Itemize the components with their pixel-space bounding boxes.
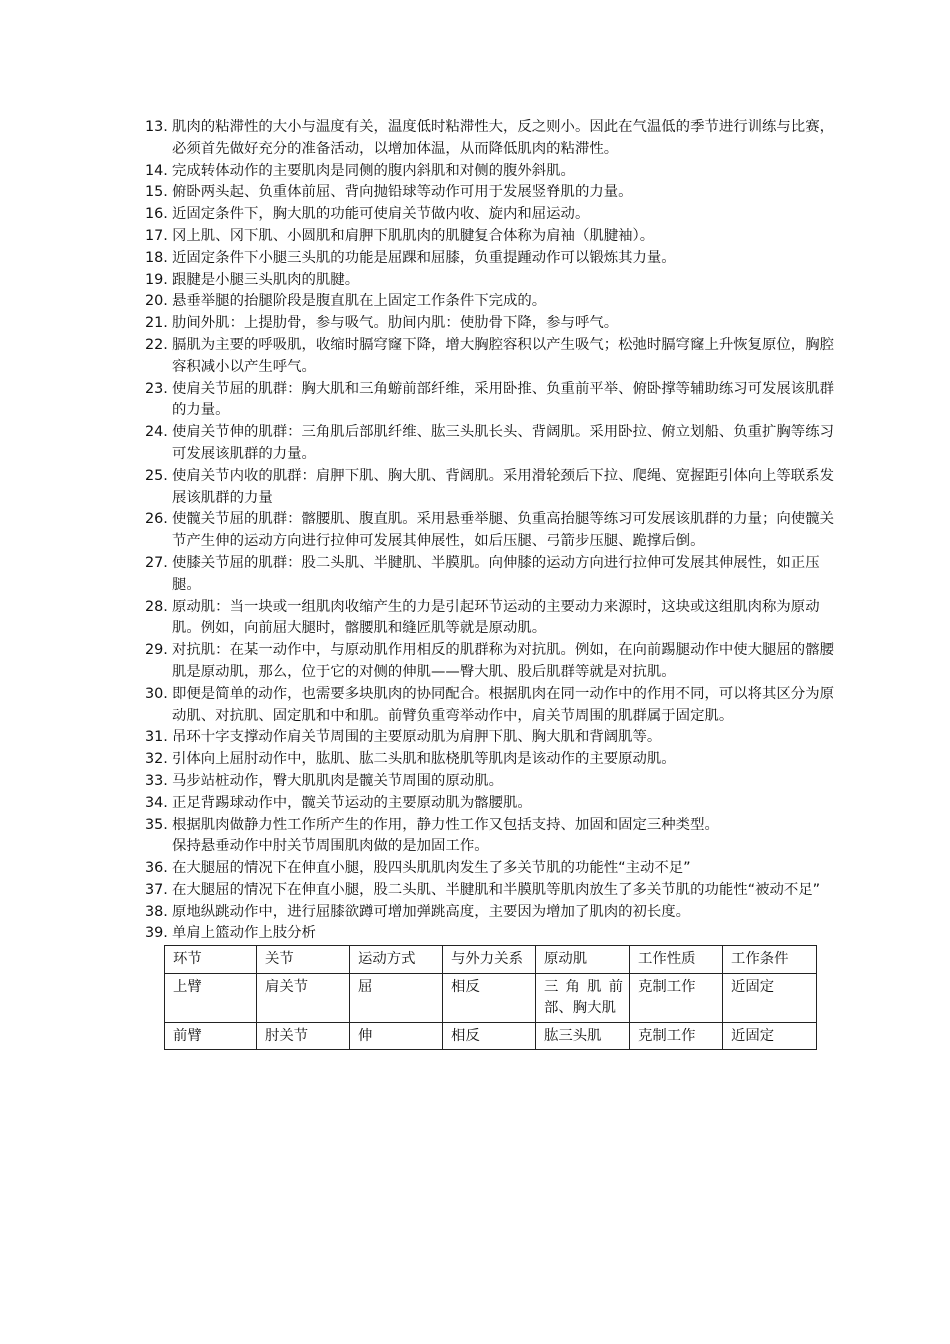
item-text: 膈肌为主要的呼吸肌，收缩时膈穹窿下降，增大胸腔容积以产生吸气；松弛时膈穹窿上升恢复原位，胸腔容积减小以产生呼气。	[172, 336, 834, 375]
item-number: 22.	[145, 336, 168, 353]
list-item	[145, 727, 835, 749]
item-number: 35.	[145, 816, 168, 833]
table-cell: 前臂	[165, 1022, 257, 1050]
item-text: 即便是简单的动作，也需要多块肌肉的协同配合。根据肌肉在同一动作中的作用不同，可以将其区分为原动肌、对抗肌、固定肌和中和肌。前臂负重弯举动作中，肩关节周围的肌群属于固定肌。	[172, 685, 834, 724]
item-number: 27.	[145, 554, 168, 571]
item-text: 完成转体动作的主要肌肉是同侧的腹内斜肌和对侧的腹外斜肌。	[172, 162, 575, 179]
table-cell: 肘关节	[257, 1022, 350, 1050]
table-header-cell: 原动肌	[536, 946, 630, 974]
item-number: 18.	[145, 249, 168, 266]
list-item	[145, 793, 835, 815]
list-item	[145, 858, 835, 880]
item-number: 13.	[145, 119, 168, 135]
list-item	[145, 509, 835, 553]
table-cell: 肩关节	[257, 973, 350, 1022]
list-item	[145, 553, 835, 597]
item-number	[145, 836, 172, 858]
table-cell: 上臂	[165, 973, 257, 1022]
list-item	[145, 880, 835, 902]
list-item	[145, 422, 835, 466]
item-text: 马步站桩动作，臀大肌肌肉是髋关节周围的原动肌。	[172, 772, 503, 789]
table-cell: 近固定	[723, 973, 817, 1022]
item-text: 单肩上篮动作上肢分析	[172, 925, 316, 942]
item-number: 14.	[145, 162, 168, 179]
list-item	[145, 248, 835, 270]
item-number: 36.	[145, 860, 168, 877]
item-text: 近固定条件下，胸大肌的功能可使肩关节做内收、旋内和屈运动。	[172, 206, 590, 223]
table-header-cell: 运动方式	[350, 946, 443, 974]
item-text: 正足背踢球动作中，髋关节运动的主要原动肌为髂腰肌。	[172, 794, 532, 811]
item-text: 使肩关节伸的肌群：三角肌后部肌纤维、肱三头肌长头、背阔肌。采用卧拉、俯立划船、负重扩胸等练习可发展该肌群的力量。	[172, 424, 834, 462]
list-item	[145, 182, 835, 204]
item-text: 在大腿屈的情况下在伸直小腿，股四头肌肌肉发生了多关节肌的功能性“主动不足”	[172, 860, 691, 877]
item-text: 悬垂举腿的抬腿阶段是腹直肌在上固定工作条件下完成的。	[172, 293, 547, 310]
item-number: 29.	[145, 642, 168, 659]
table-cell: 克制工作	[630, 973, 723, 1022]
item-text: 近固定条件下小腿三头肌的功能是屈踝和屈膝，负重提踵动作可以锻炼其力量。	[172, 249, 676, 266]
table-row	[165, 1022, 817, 1050]
list-item	[145, 161, 835, 183]
list-item	[145, 270, 835, 292]
item-number: 16.	[145, 206, 168, 223]
list-item	[145, 749, 835, 771]
table-header-cell: 与外力关系	[443, 946, 536, 974]
item-number: 34.	[145, 794, 168, 811]
table-cell: 肱三头肌	[536, 1022, 630, 1050]
item-text: 使肩关节内收的肌群：肩胛下肌、胸大肌、背阔肌。采用滑轮颈后下拉、爬绳、宽握距引体向上等联系发展该肌群的力量	[172, 467, 834, 506]
item-number: 25.	[145, 467, 168, 484]
list-item	[145, 117, 835, 161]
table-cell: 相反	[443, 973, 536, 1022]
item-number: 19.	[145, 271, 168, 288]
item-number: 20.	[145, 293, 168, 310]
item-text: 引体向上屈肘动作中，肱肌、肱二头肌和肱桡肌等肌肉是该动作的主要原动肌。	[172, 751, 676, 768]
list-item	[145, 923, 835, 945]
list-item	[145, 379, 835, 423]
item-number: 31.	[145, 729, 168, 746]
item-text: 保持悬垂动作中肘关节周围肌肉做的是加固工作。	[172, 838, 489, 855]
document-body	[145, 117, 835, 1050]
table-row	[165, 973, 817, 1022]
item-number: 15.	[145, 184, 168, 201]
item-number: 23.	[145, 380, 168, 397]
item-number: 38.	[145, 903, 168, 920]
item-number: 30.	[145, 685, 168, 702]
item-text: 使肩关节屈的肌群：胸大肌和三角蝣前部纤维，采用卧推、负重前平举、俯卧撑等辅助练习可发展该肌群的力量。	[172, 380, 834, 419]
item-number: 21.	[145, 315, 168, 332]
item-number: 26.	[145, 511, 168, 528]
item-number: 28.	[145, 598, 168, 615]
numbered-list	[145, 117, 835, 945]
item-text: 肋间外肌：上提肋骨，参与吸气。肋间内肌：使肋骨下降，参与呼气。	[172, 315, 619, 332]
table-cell: 屈	[350, 973, 443, 1022]
table-header-cell: 工作条件	[723, 946, 817, 974]
item-text: 对抗肌：在某一动作中，与原动肌作用相反的肌群称为对抗肌。例如，在向前踢腿动作中使大腿屈的髂腰肌是原动肌，那么，位于它的对侧的伸肌——臀大肌、股后肌群等就是对抗肌。	[172, 642, 834, 680]
item-text: 使髋关节屈的肌群：髂腰肌、腹直肌。采用悬垂举腿、负重高抬腿等练习可发展该肌群的力量；向使髋关节产生伸的运动方向进行拉伸可发展其伸展性，如后压腿、弓箭步压腿、跪撑后倒。	[172, 511, 834, 550]
table-cell: 三角肌前部、胸大肌	[536, 973, 630, 1022]
list-item	[145, 466, 835, 510]
table-cell: 伸	[350, 1022, 443, 1050]
item-text: 吊环十字支撑动作肩关节周围的主要原动肌为肩胛下肌、胸大肌和背阔肌等。	[172, 729, 662, 746]
list-item	[145, 291, 835, 313]
item-text: 根据肌肉做静力性工作所产生的作用，静力性工作又包括支持、加固和固定三种类型。	[172, 816, 719, 833]
list-item	[145, 640, 835, 684]
table-cell: 相反	[443, 1022, 536, 1050]
item-number: 37.	[145, 881, 168, 898]
list-item	[145, 313, 835, 335]
list-item	[145, 684, 835, 728]
item-number: 17.	[145, 227, 168, 244]
item-text: 原地纵跳动作中，进行屈膝欲蹲可增加弹跳高度，主要因为增加了肌肉的初长度。	[172, 903, 691, 920]
table-cell: 克制工作	[630, 1022, 723, 1050]
list-item	[145, 597, 835, 641]
list-item	[145, 226, 835, 248]
table-header-cell: 工作性质	[630, 946, 723, 974]
upper-limb-analysis-table	[164, 945, 817, 1050]
item-text: 原动肌：当一块或一组肌肉收缩产生的力是引起环节运动的主要动力来源时，这块或这组肌肉称为原动肌。例如，向前屈大腿时，髂腰肌和缝匠肌等就是原动肌。	[172, 598, 820, 637]
item-text: 在大腿屈的情况下在伸直小腿，股二头肌、半腱肌和半膜肌等肌肉放生了多关节肌的功能性“被动不足”	[172, 881, 821, 898]
item-number: 33.	[145, 772, 168, 789]
list-item	[145, 771, 835, 793]
list-item	[145, 902, 835, 924]
list-item	[145, 335, 835, 379]
table-header-row	[165, 946, 817, 974]
table-cell: 近固定	[723, 1022, 817, 1050]
item-text: 俯卧两头起、负重体前屈、背向抛铅球等动作可用于发展竖脊肌的力量。	[172, 184, 633, 201]
item-text: 跟腱是小腿三头肌肉的肌腱。	[172, 271, 360, 288]
item-number: 24.	[145, 424, 168, 441]
table-header-cell: 关节	[257, 946, 350, 974]
list-item	[145, 836, 835, 858]
table-header-cell: 环节	[165, 946, 257, 974]
item-text: 冈上肌、冈下肌、小圆肌和肩胛下肌肌肉的肌腱复合体称为肩袖（肌腱袖）。	[172, 227, 655, 244]
list-item	[145, 204, 835, 226]
item-text: 肌肉的粘滞性的大小与温度有关，温度低时粘滞性大，反之则小。因此在气温低的季节进行训练与比赛，必须首先做好充分的准备活动，以增加体温，从而降低肌肉的粘滞性。	[172, 119, 834, 157]
item-number: 39.	[145, 925, 168, 942]
item-text: 使膝关节屈的肌群：股二头肌、半腱肌、半膜肌。向伸膝的运动方向进行拉伸可发展其伸展性，如正压腿。	[172, 554, 820, 593]
list-item	[145, 815, 835, 837]
item-number: 32.	[145, 751, 168, 768]
